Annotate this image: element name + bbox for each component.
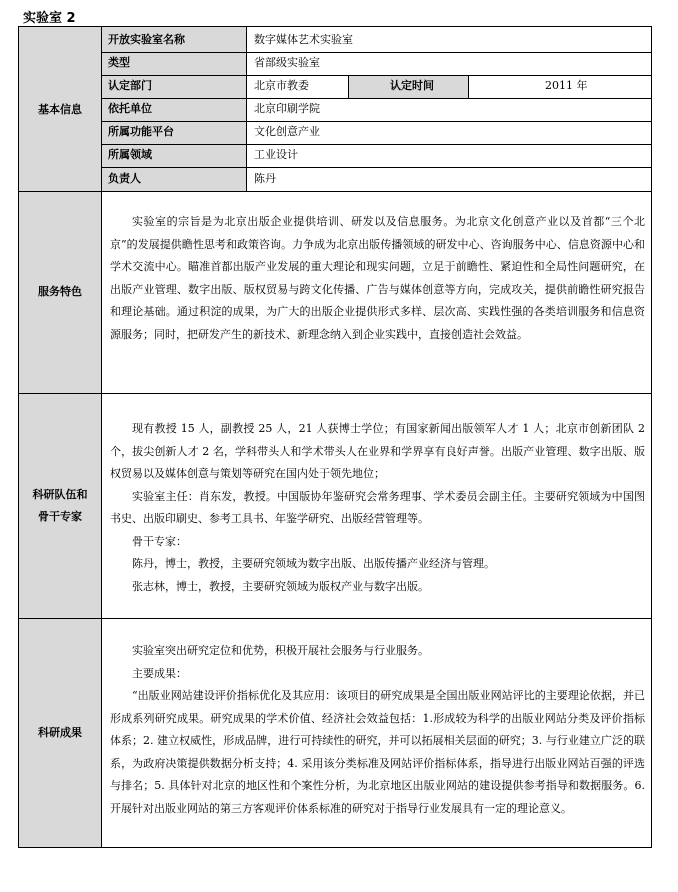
field-value-dept: 北京市教委 bbox=[254, 79, 309, 92]
results-description bbox=[110, 640, 645, 820]
table-divider bbox=[348, 75, 349, 98]
team-paragraph: 陈丹，博士，教授，主要研究领域为数字出版、出版传播产业经济与管理。 bbox=[132, 557, 495, 570]
team-description bbox=[110, 418, 645, 598]
field-value-type: 省部级实验室 bbox=[254, 56, 320, 69]
field-value-unit: 北京印刷学院 bbox=[254, 102, 320, 115]
row-divider bbox=[101, 121, 652, 122]
results-paragraph: 实验室突出研究定位和优势，积极开展社会服务与行业服务。 bbox=[132, 644, 429, 657]
table-divider bbox=[468, 75, 469, 98]
field-label-unit: 依托单位 bbox=[108, 102, 152, 115]
row-divider bbox=[101, 167, 652, 168]
table-divider bbox=[101, 26, 102, 848]
team-paragraph: 张志林，博士，教授，主要研究领域为版权产业与数字出版。 bbox=[132, 579, 429, 593]
team-paragraph: 现有教授 15 人，副教授 25 人，21 人获博士学位；有国家新闻出版领军人才 1 人；北京市创新团队 2 个，拔尖创新人才 2 名，学科带头人和学术带头人在业界和学界享有良好声誉。出版产业管理、数字出版、版权贸易以及媒体创意与策划等研究在国内处于领先地位； bbox=[110, 422, 645, 480]
results-paragraph: 主要成果： bbox=[132, 666, 187, 680]
section-label-results: 科研成果 bbox=[38, 726, 82, 739]
field-value-time: 2011 年 bbox=[545, 79, 588, 92]
field-label-name: 开放实验室名称 bbox=[108, 33, 185, 46]
section-divider bbox=[18, 618, 652, 619]
section-label-basic: 基本信息 bbox=[38, 103, 82, 116]
service-description bbox=[110, 211, 645, 346]
section-divider bbox=[18, 393, 652, 394]
page-title: 实验室 2 bbox=[23, 11, 76, 26]
section-divider bbox=[18, 191, 652, 192]
field-label-leader: 负责人 bbox=[108, 172, 141, 185]
service-text: 实验室的宗旨是为北京出版企业提供培训、研发以及信息服务。为北京文化创意产业以及首都“三个北京”的发展提供瞻性思考和政策咨询。力争成为北京出版传播领域的研发中心、咨询服务中心、信息资源中心和学术交流中心。瞄准首都出版产业发展的重大理论和现实问题，立足于前瞻性、紧迫性和全局性问题研究，在出版产业管理、数字出版、版权贸易与跨文化传播、广告与媒体创意等方向，完成攻关，提供前瞻性研究报告和理论基础。通过积淀的成果，为广大的出版企业提供形式多样、层次高、实践性强的各类培训服务和信息资源服务；同时，把研发产生的新技术、新理念纳入到企业实践中，直接创造社会效益。 bbox=[110, 215, 645, 341]
field-label-time: 认定时间 bbox=[390, 79, 434, 92]
section-label-service: 服务特色 bbox=[38, 285, 82, 298]
field-value-name: 数字媒体艺术实验室 bbox=[254, 33, 353, 46]
field-label-field: 所属领域 bbox=[108, 148, 152, 161]
section-label-team-line2: 骨干专家 bbox=[38, 510, 82, 523]
section-label-team-line1: 科研队伍和 bbox=[32, 488, 88, 501]
team-paragraph: 实验室主任：肖东发，教授。中国版协年鉴研究会常务理事、学术委员会副主任。主要研究领域为中国图书史、出版印刷史、参考工具书、年鉴学研究、出版经营管理等。 bbox=[110, 489, 645, 525]
field-label-dept: 认定部门 bbox=[108, 79, 152, 92]
results-paragraph: “出版业网站建设评价指标优化及其应用：该项目的研究成果是全国出版业网站评比的主要理论依据，并已形成系列研究成果。研究成果的学术价值、经济社会效益包括：1.形成较为科学的出版业网站分类及评价指标体系；2. 建立权威性，形成品牌，进行可持续性的研究，并可以拓展相关层面的研究；3. 与行业建立广泛的联系，为政府决策提供数据分析支持；4. 采用该分类标准及网站评价指标体系，指导进行出版业网站百强的评选与排名；5. 具体针对北京的地区性和个案性分析，为北京地区出版业网站的建设提供参考指导和数据服务。6. 开展针对出版业网站的第三方客观评价体系标准的研究对于指导行业发展具有一定的理论意义。 bbox=[110, 689, 645, 815]
row-divider bbox=[101, 144, 652, 145]
field-label-platform: 所属功能平台 bbox=[108, 125, 174, 138]
row-divider bbox=[101, 52, 652, 53]
field-value-platform: 文化创意产业 bbox=[254, 125, 320, 138]
section-label-team bbox=[19, 484, 101, 528]
field-value-field: 工业设计 bbox=[254, 148, 298, 161]
team-paragraph: 骨干专家： bbox=[132, 534, 187, 548]
field-label-type: 类型 bbox=[108, 56, 130, 69]
field-value-leader: 陈丹 bbox=[254, 172, 276, 185]
row-divider bbox=[101, 98, 652, 99]
